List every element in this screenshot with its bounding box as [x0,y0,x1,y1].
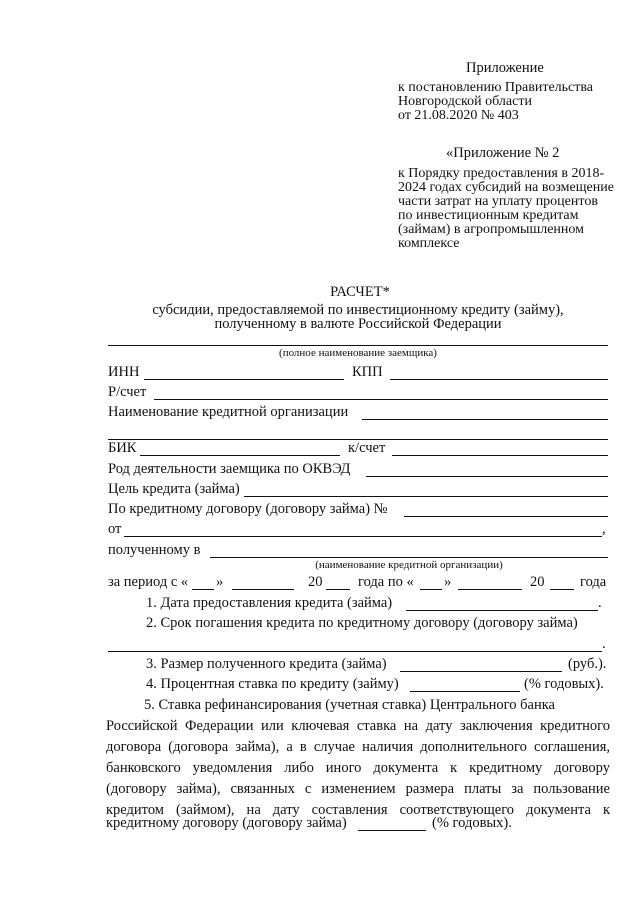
doc-subtitle: полученному в валюте Российской Федерации [214,316,502,332]
appendix-line: от 21.08.2020 № 403 [398,108,519,123]
from-label: от [108,521,122,537]
received-label: полученному в [108,542,201,558]
period-to-month-field[interactable] [458,589,522,590]
item-1-label: 1. Дата предоставления кредита (займа) [146,595,393,611]
item-4-unit: (% годовых). [524,676,604,692]
item-1-field[interactable] [406,610,598,611]
bik-label: БИК [108,440,137,456]
kpp-label: КПП [352,364,383,380]
appendix2-line: (займам) в агропромышленном [398,222,585,237]
account-field[interactable] [154,399,608,400]
okved-label: Род деятельности заемщика по ОКВЭД [108,461,351,477]
inn-label: ИНН [108,364,140,380]
item-5-field[interactable] [358,830,426,831]
item-5-line: банковского уведомления либо иного документа к кредитному договору [106,760,610,776]
appendix2-line: 2024 годах субсидий на возмещение [398,180,614,195]
item-5-unit: (% годовых). [432,815,512,831]
period-from-month-field[interactable] [232,589,294,590]
appendix-line: к постановлению Правительства [398,80,594,95]
credit-org-caption: (наименование кредитной организации) [315,559,503,571]
period-to-day-field[interactable] [420,589,442,590]
borrower-name-field[interactable] [108,345,608,346]
appendix2-line: к Порядку предоставления в 2018- [398,166,605,181]
from-field[interactable] [124,536,602,537]
period-to-year-field[interactable] [550,589,574,590]
item-5-line: (договору займа), связанных с изменением размера платы за пользование [106,781,610,797]
item-2-label: 2. Срок погашения кредита по кредитному договору (договору займа) [146,615,578,631]
appendix2-title: «Приложение № 2 [446,145,560,161]
doc-title: РАСЧЕТ* [330,284,390,300]
item-4-label: 4. Процентная ставка по кредиту (займу) [146,676,399,692]
appendix2-line: комплексе [398,236,460,251]
credit-org-label: Наименование кредитной организации [108,404,349,420]
appendix-title: Приложение [466,60,544,76]
item-2-end: . [602,636,606,652]
borrower-caption: (полное наименование заемщика) [279,347,437,359]
inn-field[interactable] [144,379,344,380]
corr-account-field[interactable] [392,455,608,456]
year-label: года [580,574,607,590]
item-5-line: договора (договора займа), а в случае наличия дополнительного соглашения, [106,739,610,755]
item-5-line: кредитом (займом), на дату составления соответствующего документа к [106,802,610,818]
appendix2-line: по инвестиционным кредитам [398,208,579,223]
corr-account-label: к/счет [348,440,386,456]
credit-org-field[interactable] [362,419,608,420]
item-2-field[interactable] [108,651,602,652]
okved-field[interactable] [366,476,608,477]
year-to-label: года по « [358,574,414,590]
period-from-year-field[interactable] [326,589,350,590]
received-bank-field[interactable] [210,557,608,558]
period-from-day-field[interactable] [192,589,214,590]
item-1-end: . [598,595,602,611]
from-comma: , [602,521,606,537]
account-label: Р/счет [108,384,147,400]
purpose-field[interactable] [244,496,608,497]
appendix-line: Новгородской области [398,94,532,109]
quote-close: » [216,574,224,590]
item-3-label: 3. Размер полученного кредита (займа) [146,656,387,672]
period-from-label: за период с « [108,574,189,590]
item-4-field[interactable] [410,691,520,692]
doc-subtitle: субсидии, предоставляемой по инвестиционному кредиту (займу), [152,302,564,318]
kpp-field[interactable] [390,379,608,380]
item-3-field[interactable] [400,671,562,672]
bik-field[interactable] [140,455,340,456]
quote-close: » [444,574,452,590]
purpose-label: Цель кредита (займа) [108,481,240,497]
year-prefix: 20 [530,574,545,590]
item-3-unit: (руб.). [568,656,607,672]
item-5-line: 5. Ставка рефинансирования (учетная ставка) Центрального банка [144,697,555,713]
item-5-line: Российской Федерации или ключевая ставка на дату заключения кредитного [106,718,610,734]
appendix2-line: части затрат на уплату процентов [398,194,598,209]
item-5-last-line: кредитному договору (договору займа) [106,815,347,831]
contract-number-field[interactable] [404,516,608,517]
contract-label: По кредитному договору (договору займа) № [108,501,388,517]
year-prefix: 20 [308,574,323,590]
